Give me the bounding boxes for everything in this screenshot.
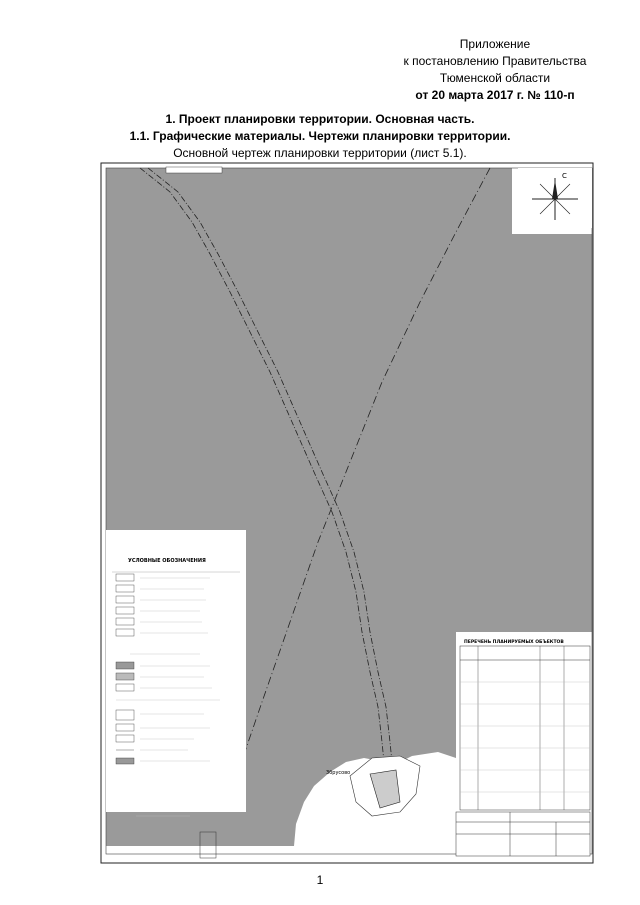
objects-table bbox=[460, 639, 590, 810]
compass-rose bbox=[518, 168, 592, 228]
subsection-title: 1.1. Графические материалы. Чертежи планировки территории. bbox=[129, 129, 511, 143]
appendix-label: Приложение bbox=[459, 37, 531, 51]
north-label: С bbox=[562, 172, 567, 180]
region-name: Тюменской области bbox=[439, 71, 551, 85]
table-title: ПЕРЕЧЕНЬ ПЛАНИРУЕМЫХ ОБЪЕКТОВ bbox=[464, 640, 564, 645]
title-block bbox=[456, 812, 590, 856]
section-title: 1. Проект планировки территории. Основная часть. bbox=[165, 112, 475, 126]
resolution-ref: к постановлению Правительства bbox=[403, 54, 587, 68]
resolution-date: от 20 марта 2017 г. № 110-п bbox=[415, 88, 575, 102]
planning-map bbox=[100, 162, 594, 864]
legend-panel bbox=[106, 530, 246, 858]
sheet-title: Основной чертеж планировки территории (лист 5.1). bbox=[173, 146, 467, 160]
place-label: Збрусово bbox=[326, 770, 351, 776]
appendix-header bbox=[400, 36, 590, 104]
page-number: 1 bbox=[316, 873, 324, 887]
document-titles bbox=[100, 111, 540, 162]
legend-title: УСЛОВНЫЕ ОБОЗНАЧЕНИЯ bbox=[128, 558, 206, 564]
